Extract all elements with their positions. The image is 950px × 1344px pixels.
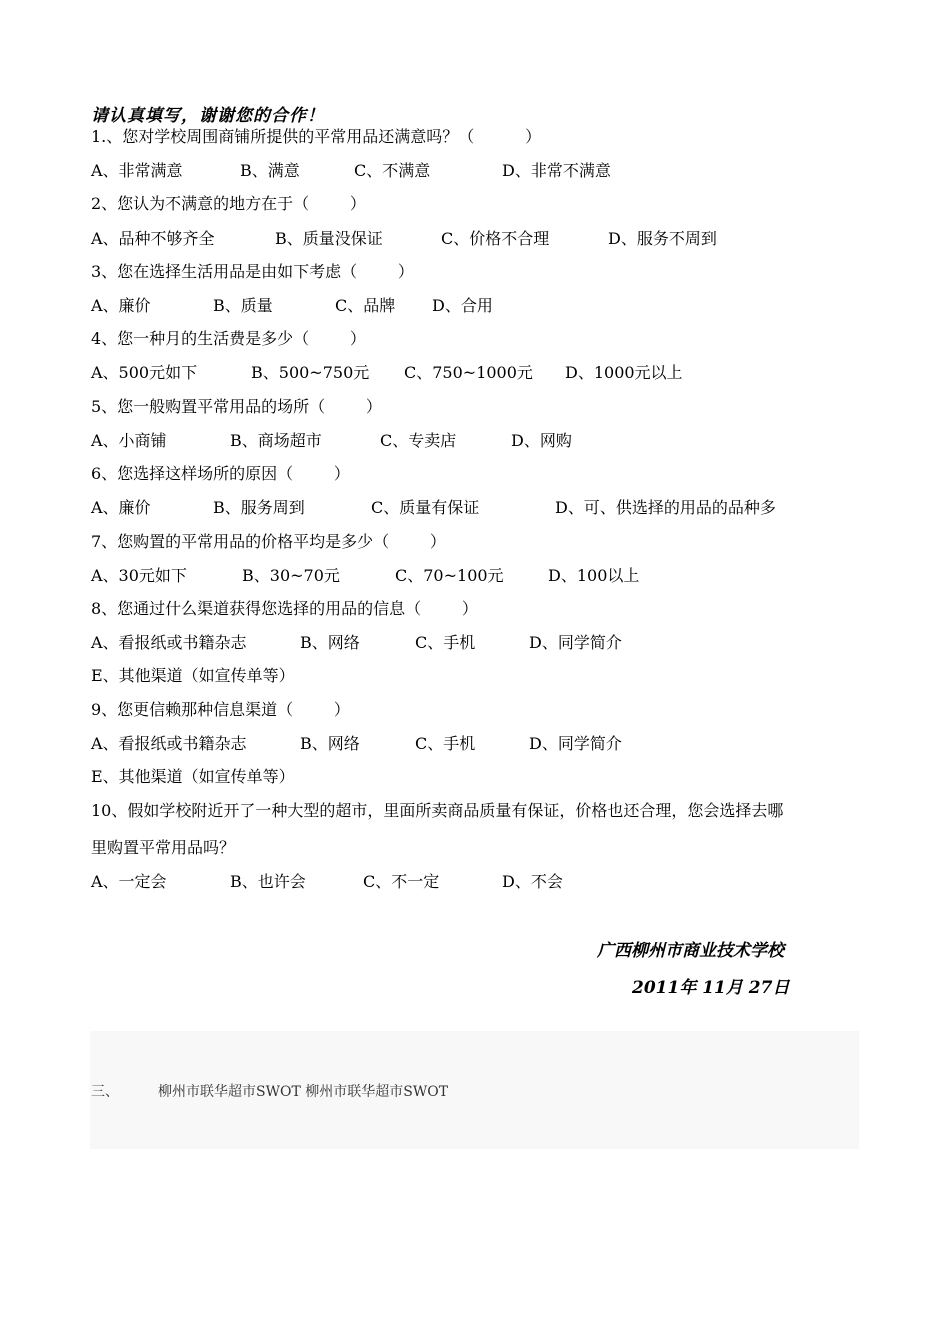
q9-option-d: D、同学简介 [529,734,622,753]
q8-option-d: D、同学简介 [529,633,622,652]
q3-option-a: A、廉价 [91,296,151,315]
survey-date: 2011年 11月 27日 [632,978,790,998]
q1-option-c: C、不满意 [354,161,431,180]
q2-option-a: A、品种不够齐全 [91,229,215,248]
q6-option-a: A、廉价 [91,498,151,517]
q1-option-d: D、非常不满意 [502,161,611,180]
q10-option-b: B、也许会 [230,872,306,891]
section-number: 三、 [91,1084,119,1100]
q5-option-a: A、小商铺 [91,431,167,450]
q5-option-c: C、专卖店 [380,431,457,450]
q7-option-b: B、30~70元 [242,566,340,585]
q9-option-c: C、手机 [415,734,476,753]
q1-option-b: B、满意 [240,161,300,180]
question-2: 2、您认为不满意的地方在于（ ） [91,194,366,213]
q5-option-b: B、商场超市 [230,431,322,450]
q9-option-a: A、看报纸或书籍杂志 [91,734,247,753]
q8-option-b: B、网络 [300,633,360,652]
q1-option-a: A、非常满意 [91,161,183,180]
question-9: 9、您更信赖那种信息渠道（ ） [91,700,350,719]
q10-option-d: D、不会 [502,872,563,891]
q10-option-c: C、不一定 [363,872,440,891]
question-8: 8、您通过什么渠道获得您选择的用品的信息（ ） [91,599,478,618]
q3-option-d: D、合用 [432,296,493,315]
q10-option-a: A、一定会 [91,872,167,891]
question-6: 6、您选择这样场所的原因（ ） [91,464,350,483]
q4-option-b: B、500~750元 [251,363,370,382]
school-name: 广西柳州市商业技术学校 [597,941,784,961]
question-10-cont: 里购置平常用品吗？ [91,838,236,857]
q7-option-c: C、70~100元 [395,566,504,585]
question-1: 1.、您对学校周围商铺所提供的平常用品还满意吗？（ ） [91,127,542,146]
question-10: 10、假如学校附近开了一种大型的超市，里面所卖商品质量有保证，价格也还合理，您会选择去哪 [91,801,784,820]
q6-option-d: D、可、供选择的用品的品种多 [555,498,776,517]
q2-option-c: C、价格不合理 [441,229,550,248]
q9-option-b: B、网络 [300,734,360,753]
q6-option-c: C、质量有保证 [371,498,480,517]
q7-option-d: D、100以上 [548,566,640,585]
q2-option-d: D、服务不周到 [608,229,717,248]
q3-option-c: C、品牌 [335,296,396,315]
question-5: 5、您一般购置平常用品的场所（ ） [91,397,382,416]
q3-option-b: B、质量 [213,296,273,315]
question-4: 4、您一种月的生活费是多少（ ） [91,329,366,348]
question-3: 3、您在选择生活用品是由如下考虑（ ） [91,262,414,281]
q8-option-c: C、手机 [415,633,476,652]
q4-option-a: A、500元如下 [91,363,198,382]
q9-option-e: E、其他渠道（如宣传单等） [91,767,295,786]
section-title: 柳州市联华超市SWOT 柳州市联华超市SWOT [158,1084,449,1100]
q4-option-c: C、750~1000元 [404,363,533,382]
q6-option-b: B、服务周到 [213,498,305,517]
q7-option-a: A、30元如下 [91,566,187,585]
q8-option-a: A、看报纸或书籍杂志 [91,633,247,652]
question-7: 7、您购置的平常用品的价格平均是多少（ ） [91,532,446,551]
q5-option-d: D、网购 [511,431,572,450]
q4-option-d: D、1000元以上 [565,363,683,382]
q8-option-e: E、其他渠道（如宣传单等） [91,666,295,685]
q2-option-b: B、质量没保证 [275,229,383,248]
survey-instruction: 请认真填写，谢谢您的合作！ [91,106,325,126]
